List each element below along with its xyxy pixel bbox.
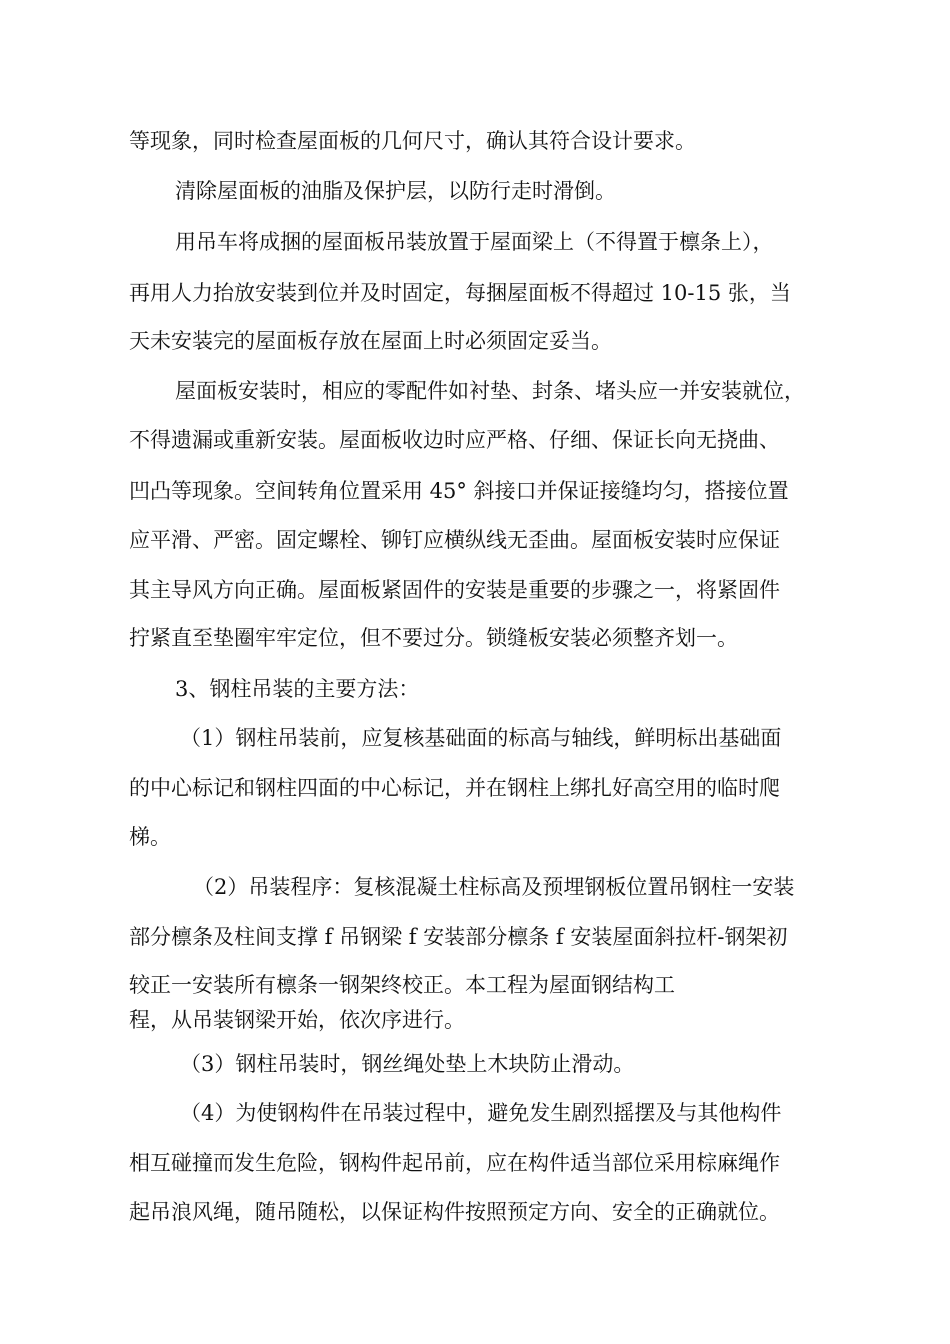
- text-line-17: 部分檩条及柱间支撑 f 吊钢梁 f 安装部分檩条 f 安装屋面斜拉杆-钢架初: [129, 925, 788, 949]
- text-line-5: 天未安装完的屋面板存放在屋面上时必须固定妥当。: [129, 329, 612, 353]
- text-line-8: 凹凸等现象。空间转角位置采用 45° 斜接口并保证接缝均匀，搭接位置: [129, 479, 789, 503]
- section-heading: 3、钢柱吊装的主要方法：: [175, 677, 420, 701]
- text-line-15: 梯。: [129, 825, 171, 849]
- text-line-9: 应平滑、严密。固定螺栓、铆钉应横纵线无歪曲。屋面板安装时应保证: [129, 528, 780, 552]
- text-line-11: 拧紧直至垫圈牢牢定位，但不要过分。锁缝板安装必须整齐划一。: [129, 626, 738, 650]
- text-line-6: 屋面板安装时，相应的零配件如衬垫、封条、堵头应一并安装就位，: [175, 379, 805, 403]
- text-line-14: 的中心标记和钢柱四面的中心标记，并在钢柱上绑扎好高空用的临时爬: [129, 776, 780, 800]
- text-line-21: （4）为使钢构件在吊装过程中，避免发生剧烈摇摆及与其他构件: [180, 1101, 782, 1125]
- text-line-4: 再用人力抬放安装到位并及时固定，每捆屋面板不得超过 10-15 张，当: [129, 281, 791, 305]
- text-line-22: 相互碰撞而发生危险，钢构件起吊前，应在构件适当部位采用棕麻绳作: [129, 1151, 780, 1175]
- text-line-13: （1）钢柱吊装前，应复核基础面的标高与轴线，鲜明标出基础面: [180, 726, 782, 750]
- text-line-19: 程，从吊装钢梁开始，依次序进行。: [129, 1008, 465, 1032]
- text-line-10: 其主导风方向正确。屋面板紧固件的安装是重要的步骤之一，将紧固件: [129, 578, 780, 602]
- text-line-18: 较正一安装所有檩条一钢架终校正。本工程为屋面钢结构工: [129, 973, 675, 997]
- text-line-3: 用吊车将成捆的屋面板吊装放置于屋面梁上（不得置于檩条上），: [175, 230, 774, 254]
- text-line-2: 清除屋面板的油脂及保护层，以防行走时滑倒。: [175, 179, 616, 203]
- text-line-23: 起吊浪风绳，随吊随松，以保证构件按照预定方向、安全的正确就位。: [129, 1200, 780, 1224]
- text-line-16: （2）吊装程序：复核混凝土柱标高及预埋钢板位置吊钢柱一安装: [193, 875, 795, 899]
- text-line-20: （3）钢柱吊装时，钢丝绳处垫上木块防止滑动。: [180, 1052, 635, 1076]
- text-line-1: 等现象，同时检查屋面板的几何尺寸，确认其符合设计要求。: [129, 129, 696, 153]
- text-line-7: 不得遗漏或重新安装。屋面板收边时应严格、仔细、保证长向无挠曲、: [129, 428, 780, 452]
